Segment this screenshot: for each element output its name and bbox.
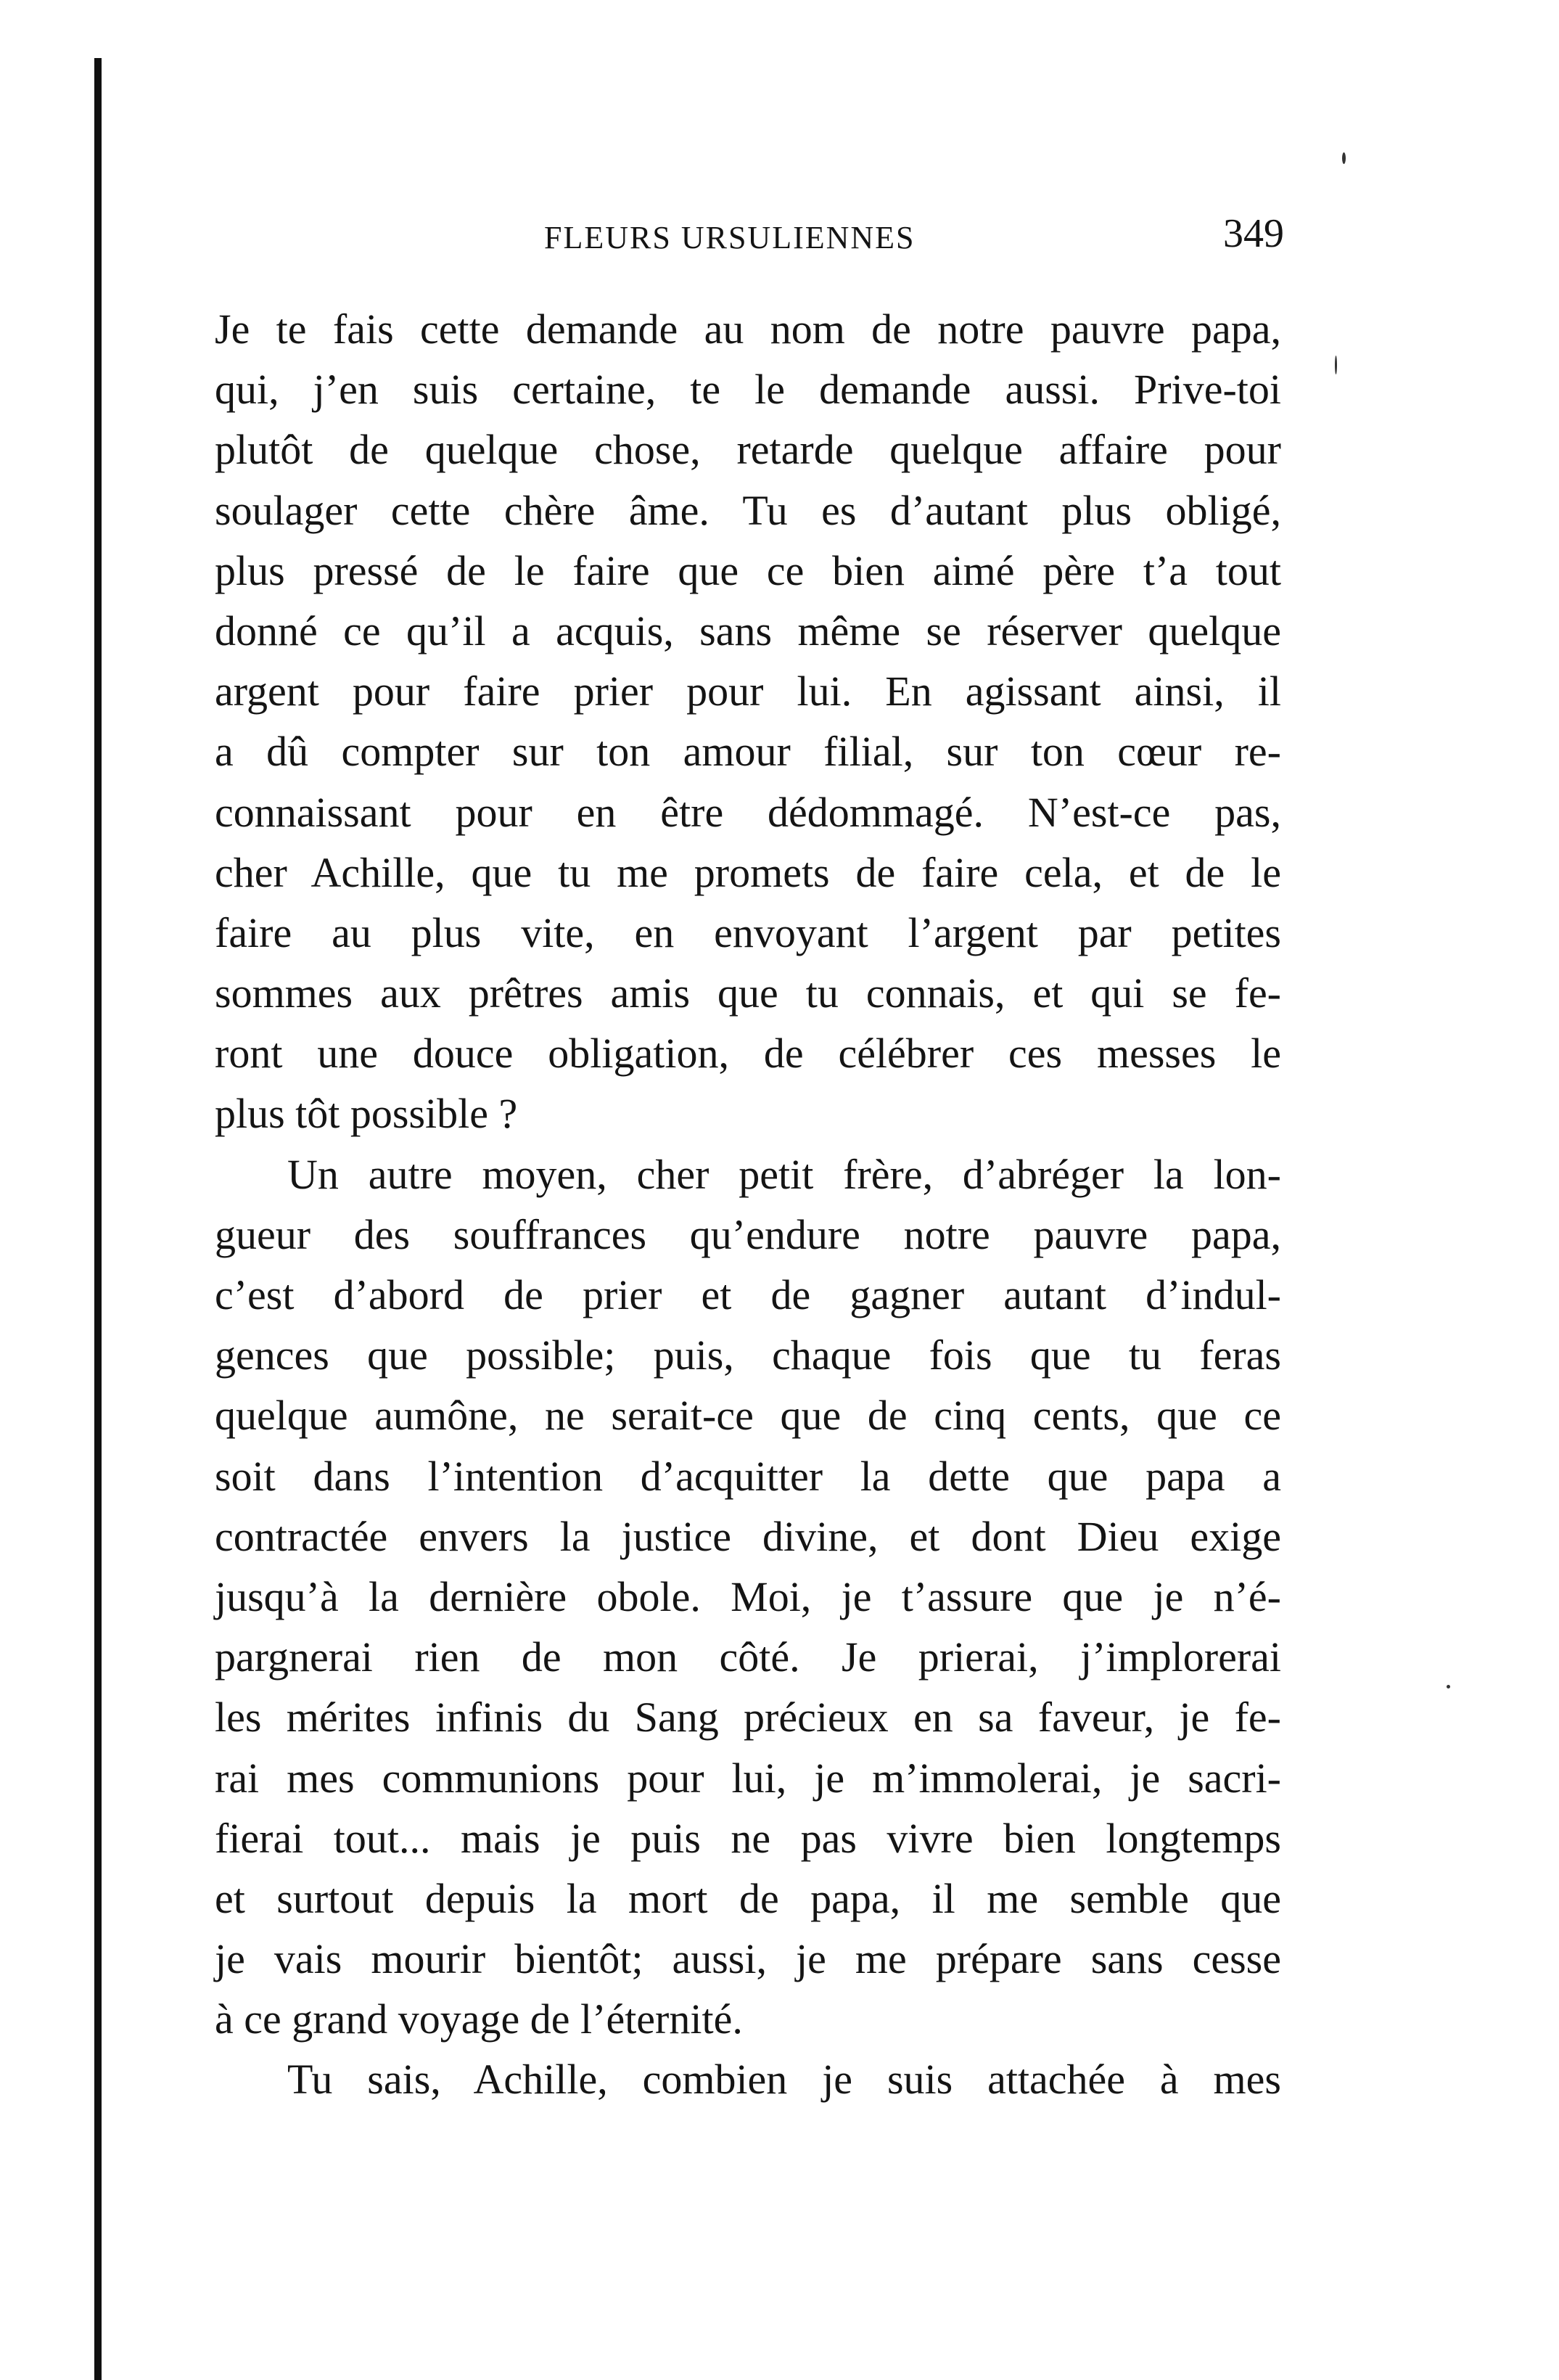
text-line: connaissant pour en être dédommagé. N’est-ce pas, xyxy=(215,788,1281,836)
text-line: sommes aux prêtres amis que tu connais, et qui se fe- xyxy=(215,969,1281,1017)
text-line: Un autre moyen, cher petit frère, d’abréger la lon- xyxy=(287,1150,1281,1198)
text-line: rai mes communions pour lui, je m’immolerai, je sacri- xyxy=(215,1754,1281,1802)
text-line: Je te fais cette demande au nom de notre pauvre papa, xyxy=(215,305,1281,353)
scan-edge-bar xyxy=(94,58,102,2380)
text-line: soit dans l’intention d’acquitter la dette que papa a xyxy=(215,1452,1281,1500)
text-line: Tu sais, Achille, combien je suis attachée à mes xyxy=(287,2056,1281,2104)
text-line: à ce grand voyage de l’éternité. xyxy=(215,1995,743,2043)
paragraph xyxy=(215,299,1281,1144)
text-line: c’est d’abord de prier et de gagner autant d’indul- xyxy=(215,1271,1281,1318)
text-line: soulager cette chère âme. Tu es d’autant plus obligé, xyxy=(215,486,1281,534)
paragraph xyxy=(215,1144,1281,2050)
text-line: qui, j’en suis certaine, te le demande aussi. Prive-toi xyxy=(215,366,1281,414)
text-line: et surtout depuis la mort de papa, il me semble que xyxy=(215,1874,1281,1922)
page-body xyxy=(215,299,1281,2110)
scan-speck xyxy=(1335,356,1337,374)
text-line: quelque aumône, ne serait-ce que de cinq cents, que ce xyxy=(215,1392,1281,1440)
running-header xyxy=(210,210,1284,261)
text-line: je vais mourir bientôt; aussi, je me prépare sans cesse xyxy=(215,1935,1281,1983)
text-line: les mérites infinis du Sang précieux en sa faveur, je fe- xyxy=(215,1694,1281,1741)
scan-speck xyxy=(1342,152,1346,164)
text-line: contractée envers la justice divine, et dont Dieu exige xyxy=(215,1512,1281,1560)
text-line: plutôt de quelque chose, retarde quelque affaire pour xyxy=(215,426,1281,474)
scan-speck xyxy=(1447,1685,1450,1688)
text-line: a dû compter sur ton amour filial, sur ton cœur re- xyxy=(215,728,1281,776)
paragraph xyxy=(215,2049,1281,2109)
text-line: gueur des souffrances qu’endure notre pauvre papa, xyxy=(215,1210,1281,1258)
text-line: fierai tout... mais je puis ne pas vivre bien longtemps xyxy=(215,1814,1281,1862)
running-title: FLEURS URSULIENNES xyxy=(544,220,916,255)
text-line: faire au plus vite, en envoyant l’argent par petites xyxy=(215,908,1281,956)
text-line: gences que possible; puis, chaque fois que tu feras xyxy=(215,1331,1281,1379)
text-line: donné ce qu’il a acquis, sans même se réserver quelque xyxy=(215,607,1281,654)
text-line: plus pressé de le faire que ce bien aimé père t’a tout xyxy=(215,546,1281,594)
page-number: 349 xyxy=(1223,211,1284,256)
text-line: argent pour faire prier pour lui. En agissant ainsi, il xyxy=(215,668,1281,715)
text-line: pargnerai rien de mon côté. Je prierai, j’implorerai xyxy=(215,1633,1281,1681)
text-line: plus tôt possible ? xyxy=(215,1090,518,1138)
text-line: ront une douce obligation, de célébrer ces messes le xyxy=(215,1030,1281,1078)
text-line: cher Achille, que tu me promets de faire cela, et de le xyxy=(215,848,1281,896)
text-line: jusqu’à la dernière obole. Moi, je t’assure que je n’é- xyxy=(215,1572,1281,1620)
